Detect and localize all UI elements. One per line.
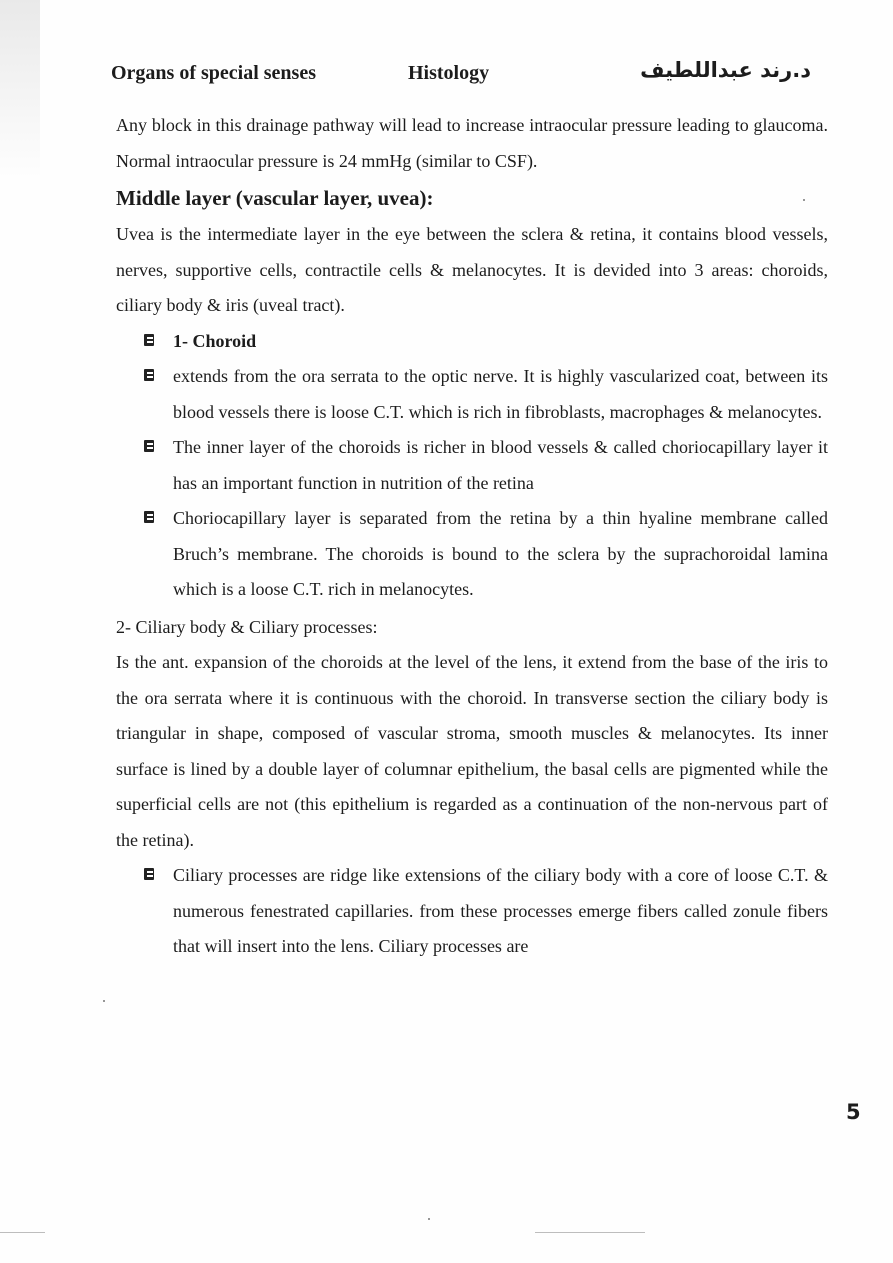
- choroid-bullet-text: Choriocapillary layer is separated from the retina by a thin hyaline membrane called Bruch’s membrane. The choroids is bound to the sclera by the suprachoroidal lamina which is a loose C.T. rich in melanocytes.: [173, 508, 828, 599]
- header-author: د.رند عبداللطيف: [640, 58, 811, 82]
- list-item: [116, 430, 828, 501]
- footer-rule: [535, 1232, 645, 1233]
- middle-layer-heading: Middle layer (vascular layer, uvea):: [116, 186, 434, 210]
- choroid-title-item: [116, 324, 828, 360]
- bullet-icon: [144, 511, 154, 523]
- bullet-icon: [144, 334, 154, 346]
- page-number: 5: [846, 1100, 861, 1124]
- choroid-title: 1- Choroid: [173, 330, 257, 351]
- bullet-icon: [144, 440, 154, 452]
- header-topic: Organs of special senses: [111, 62, 316, 84]
- scan-speck: [803, 199, 805, 201]
- list-item: [116, 858, 828, 965]
- choroid-bullet-text: extends from the ora serrata to the optic nerve. It is highly vascularized coat, between its blood vessels there is loose C.T. which is rich in fibroblasts, macrophages & melanocytes.: [173, 366, 828, 422]
- list-item: [116, 359, 828, 430]
- intro-paragraph: Any block in this drainage pathway will lead to increase intraocular pressure leading to glaucoma. Normal intraocular pressure is 24 mmHg (similar to CSF).: [116, 115, 828, 171]
- ciliary-bullet-text: Ciliary processes are ridge like extensions of the ciliary body with a core of loose C.T. & numerous fenestrated capillaries. from these processes emerge fibers called zonule fibers that will insert into the lens. Ciliary processes are: [173, 865, 828, 956]
- uvea-paragraph: Uvea is the intermediate layer in the eye between the sclera & retina, it contains blood vessels, nerves, supportive cells, contractile cells & melanocytes. It is devided into 3 areas: choroids, ciliary body & iris (uveal tract).: [116, 224, 828, 315]
- page-content: [116, 108, 828, 965]
- list-item: [116, 501, 828, 608]
- scan-speck: [103, 1000, 105, 1002]
- choroid-list: [116, 324, 828, 608]
- choroid-bullet-text: The inner layer of the choroids is richer in blood vessels & called choriocapillary layer it has an important function in nutrition of the retina: [173, 437, 828, 493]
- scan-speck: [428, 1218, 430, 1220]
- bullet-icon: [144, 369, 154, 381]
- footer-rule: [0, 1232, 45, 1233]
- ciliary-list: [116, 858, 828, 965]
- ciliary-title: 2- Ciliary body & Ciliary processes:: [116, 616, 378, 637]
- ciliary-paragraph: Is the ant. expansion of the choroids at the level of the lens, it extend from the base of the iris to the ora serrata where it is continuous with the choroid. In transverse section the ciliary body is triangular in shape, composed of vascular stroma, smooth muscles & melanocytes. Its inner surface is lined by a double layer of columnar epithelium, the basal cells are pigmented while the superficial cells are not (this epithelium is regarded as a continuation of the non-nervous part of the retina).: [116, 652, 828, 850]
- bullet-icon: [144, 868, 154, 880]
- page-header: [0, 58, 893, 92]
- header-subject: Histology: [408, 62, 490, 84]
